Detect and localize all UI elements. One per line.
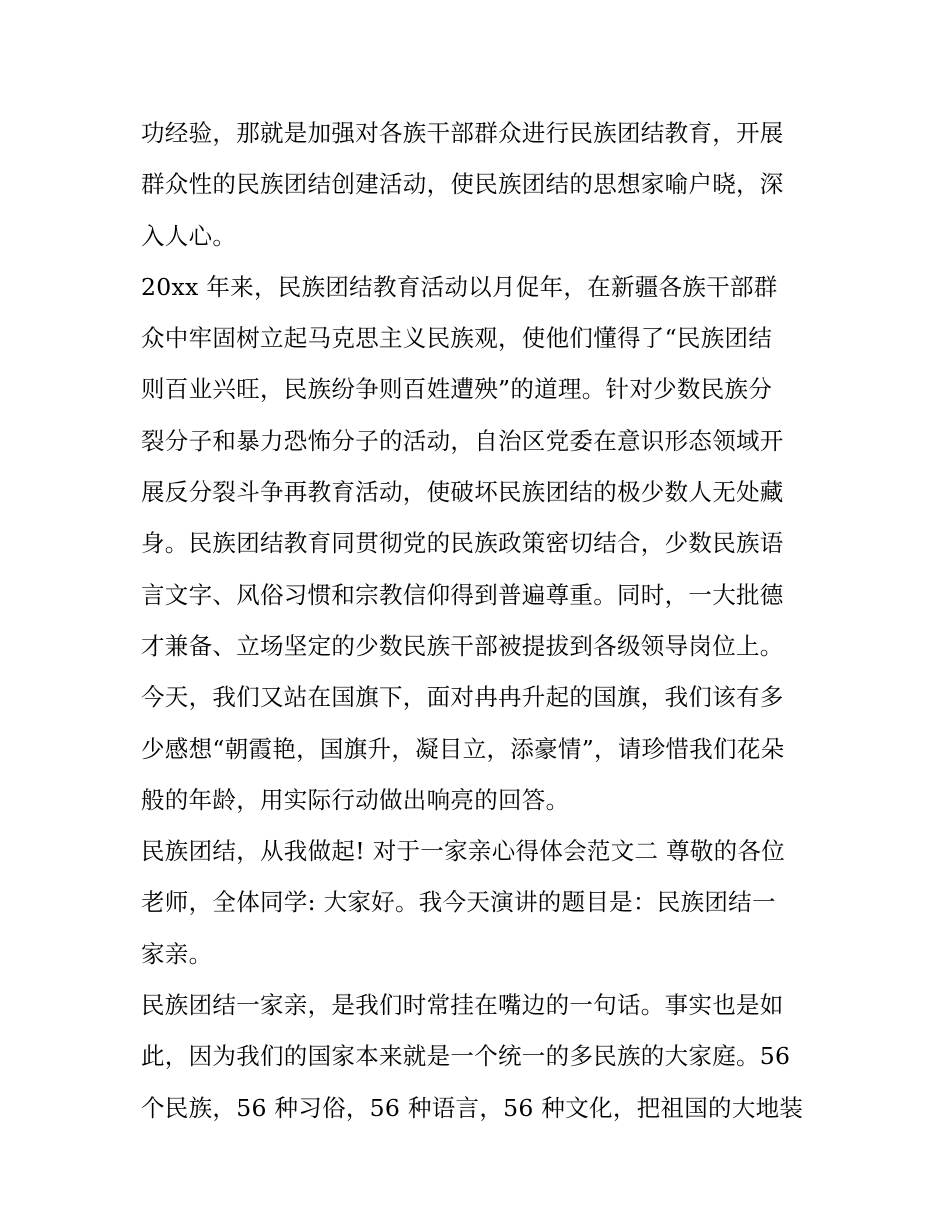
text-line: 个民族，56 种习俗，56 种语言，56 种文化，把祖国的大地装 xyxy=(141,1093,804,1122)
text-line: 入人心。 xyxy=(141,221,237,250)
text-line: 众中牢固树立起马克思主义民族观，使他们懂得了“民族团结 xyxy=(141,324,773,353)
text-line: 身。民族团结教育同贯彻党的民族政策密切结合，少数民族语 xyxy=(141,529,784,558)
text-line: 此，因为我们的国家本来就是一个统一的多民族的大家庭。56 xyxy=(141,1042,791,1071)
text-line: 展反分裂斗争再教育活动，使破坏民族团结的极少数人无处藏 xyxy=(141,478,784,507)
text-line: 般的年龄，用实际行动做出响亮的回答。 xyxy=(141,785,570,814)
text-line: 今天，我们又站在国旗下，面对冉冉升起的国旗，我们该有多 xyxy=(141,683,784,712)
text-line: 民族团结，从我做起! 对于一家亲心得体会范文二 尊敬的各位 xyxy=(141,837,786,866)
text-line: 才兼备、立场坚定的少数民族干部被提拔到各级领导岗位上。 xyxy=(141,631,784,660)
document-body-text xyxy=(141,108,821,1134)
text-line: 群众性的民族团结创建活动，使民族团结的思想家喻户晓，深 xyxy=(141,170,784,199)
text-line: 民族团结一家亲，是我们时常挂在嘴边的一句话。事实也是如 xyxy=(141,991,784,1020)
text-line: 老师，全体同学: 大家好。我今天演讲的题目是：民族团结一 xyxy=(141,888,776,917)
text-line: 少感想“朝霞艳，国旗升，凝目立，添豪情”，请珍惜我们花朵 xyxy=(141,734,785,763)
text-line: 20xx 年来，民族团结教育活动以月促年，在新疆各族干部群 xyxy=(141,272,778,301)
text-line: 言文字、风俗习惯和宗教信仰得到普遍尊重。同时，一大批德 xyxy=(141,580,784,609)
text-line: 则百业兴旺，民族纷争则百姓遭殃”的道理。针对少数民族分 xyxy=(141,375,773,404)
text-line: 裂分子和暴力恐怖分子的活动，自治区党委在意识形态领域开 xyxy=(141,426,784,455)
text-line: 功经验，那就是加强对各族干部群众进行民族团结教育，开展 xyxy=(141,119,784,147)
text-line: 家亲。 xyxy=(141,939,213,968)
